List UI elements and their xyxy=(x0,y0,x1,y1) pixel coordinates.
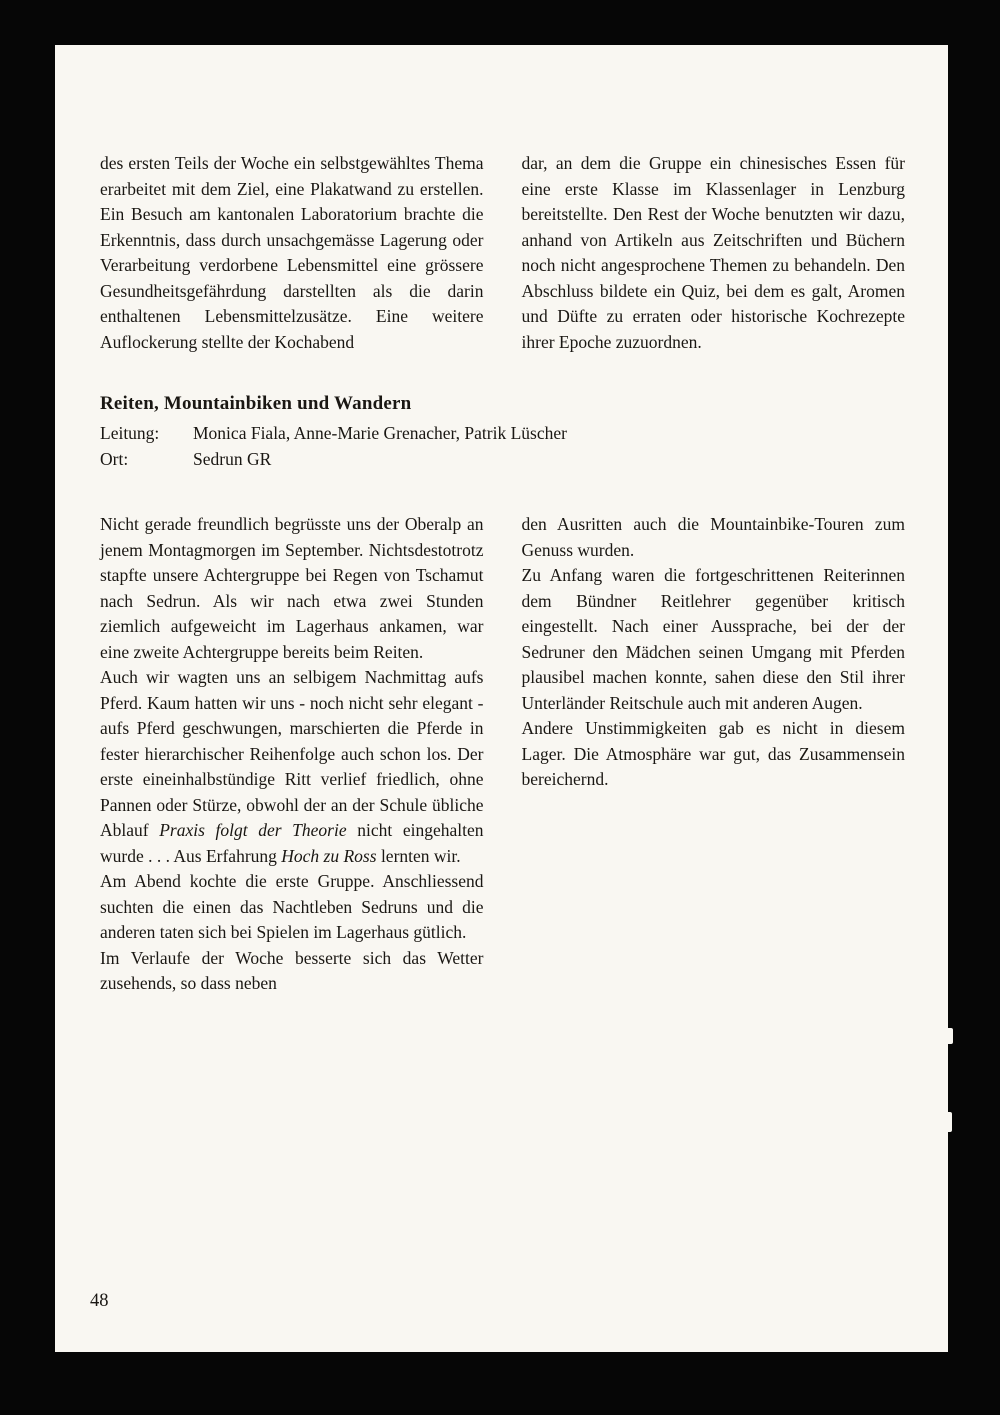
intro-column-right xyxy=(522,151,906,355)
body-column-right xyxy=(522,512,906,997)
meta-value-leitung: Monica Fiala, Anne-Marie Grenacher, Patrik Lüscher xyxy=(193,423,567,443)
intro-columns xyxy=(100,151,905,355)
paragraph: Zu Anfang waren die fortgeschrittenen Reiterinnen dem Bündner Reitlehrer gegenüber kritisch eingestellt. Nach einer Aussprache, bei der der Sedruner den Mädchen seinen Umgang mit Pferden plausibel machen konnte, sahen diese den Stil ihrer Unterländer Reitschule auch mit anderen Augen. xyxy=(521,565,905,713)
paragraph: Nicht gerade freundlich begrüsste uns der Oberalp an jenem Montagmorgen im September. Nichtsdestotrotz stapfte unsere Achtergruppe bei Regen von Tschamut nach Sedrun. Als wir nach etwa zwei Stunden ziemlich aufgeweicht im Lagerhaus ankamen, war eine zweite Achtergruppe bereits beim Reiten. xyxy=(100,514,484,662)
meta-label-leitung: Leitung: xyxy=(100,423,160,443)
meta-row-ort xyxy=(100,446,905,472)
meta-row-leitung xyxy=(100,420,905,446)
paragraph: Andere Unstimmigkeiten gab es nicht in diesem Lager. Die Atmosphäre war gut, das Zusammensein bereichernd. xyxy=(521,718,905,789)
text-run: lernten wir. xyxy=(376,845,461,866)
paragraph: Am Abend kochte die erste Gruppe. Anschliessend suchten die einen das Nachtleben Sedruns und die anderen taten sich bei Spielen im Lagerhaus gütlich. xyxy=(100,871,484,942)
text-run: Auch wir wagten uns an selbigem Nachmittag aufs Pferd. Kaum hatten wir uns - noch nicht sehr elegant - aufs Pferd geschwungen, marschierten die Pferde in fester hierarchischer Reihenfolge auch schon los. Der erste eineinhalbstündige Ritt verlief friedlich, ohne Pannen oder Stürze, obwohl der an der Schule übliche Ablauf xyxy=(100,667,484,840)
scan-artifact xyxy=(939,1112,952,1132)
text-run: nicht eingehalten wurde . . . Aus Erfahrung xyxy=(100,820,484,866)
scan-artifact xyxy=(943,1028,953,1044)
intro-column-left xyxy=(100,151,484,355)
paragraph: den Ausritten auch die Mountainbike-Touren zum Genuss wurden. xyxy=(521,514,905,560)
italic-text-run: Hoch zu Ross xyxy=(281,845,377,866)
meta-value-ort: Sedrun GR xyxy=(193,449,272,469)
document-page xyxy=(55,45,948,1352)
paragraph: dar, an dem die Gruppe ein chinesisches Essen für eine erste Klasse im Klassenlager in Lenzburg bereitstellte. Den Rest der Woche benutzten wir dazu, anhand von Artikeln aus Zeitschriften und Büchern noch nicht angesprochene Themen zu behandeln. Den Abschluss bildete ein Quiz, bei dem es galt, Aromen und Düfte zu erraten oder historische Kochrezepte ihrer Epoche zuzuordnen. xyxy=(521,153,905,352)
paragraph: Im Verlaufe der Woche besserte sich das Wetter zusehends, so dass neben xyxy=(100,947,484,993)
body-columns xyxy=(100,512,905,997)
body-column-left xyxy=(100,512,484,997)
section-heading: Reiten, Mountainbiken und Wandern xyxy=(100,393,412,414)
meta-label-ort: Ort: xyxy=(100,449,129,469)
italic-text-run: Praxis folgt der Theorie xyxy=(159,820,347,840)
page-number: 48 xyxy=(90,1291,109,1311)
page-content xyxy=(100,151,905,997)
paragraph xyxy=(100,665,484,869)
paragraph: des ersten Teils der Woche ein selbstgewähltes Thema erarbeitet mit dem Ziel, eine Plakatwand zu erstellen. Ein Besuch am kantonalen Laboratorium brachte die Erkenntnis, dass durch unsachgemässe Lagerung oder Verarbeitung verdorbene Lebensmittel eine grössere Gesundheitsgefährdung darstellten als die darin enthaltenen Lebensmittelzusätze. Eine weitere Auflockerung stellte der Kochabend xyxy=(100,153,484,352)
section-header xyxy=(100,391,905,472)
